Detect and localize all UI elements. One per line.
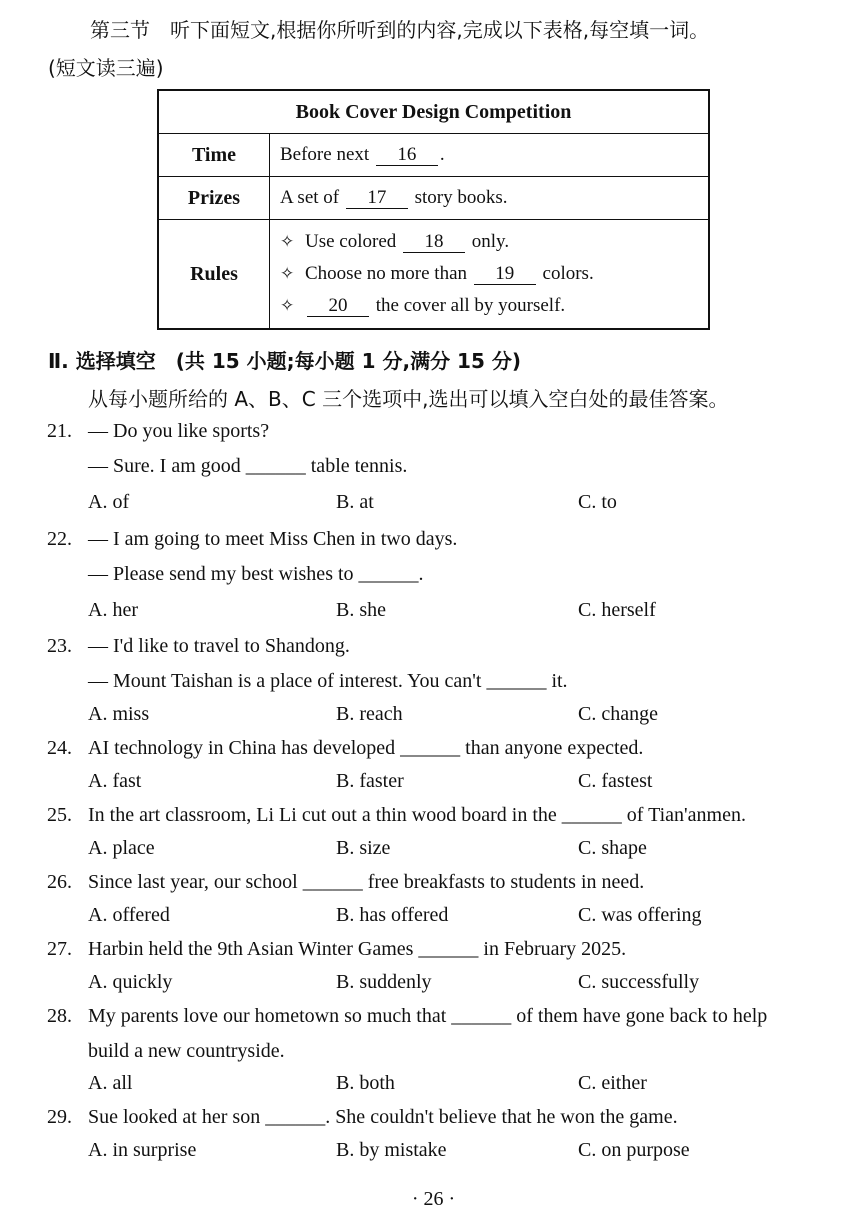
option-c[interactable]: C. successfully bbox=[578, 971, 700, 993]
question-number: 27. bbox=[47, 938, 72, 960]
row-label-time: Time bbox=[158, 134, 270, 177]
part2-title: Ⅱ. 选择填空 (共 15 小题;每小题 1 分,满分 15 分) bbox=[48, 349, 521, 373]
part2-instruction: 从每小题所给的 A、B、C 三个选项中,选出可以填入空白处的最佳答案。 bbox=[88, 387, 729, 411]
option-a[interactable]: A. her bbox=[88, 599, 138, 621]
question-text: Since last year, our school ______ free breakfasts to students in need. bbox=[88, 871, 645, 893]
rule-post: only. bbox=[471, 231, 510, 252]
option-b[interactable]: B. has offered bbox=[336, 904, 449, 926]
option-a[interactable]: A. of bbox=[88, 491, 130, 513]
rule-pre: Use colored bbox=[305, 231, 397, 252]
rule-post: the cover all by yourself. bbox=[375, 295, 566, 316]
option-b[interactable]: B. faster bbox=[336, 770, 404, 792]
row-time-content bbox=[270, 134, 710, 177]
question-number: 28. bbox=[47, 1005, 72, 1027]
question-text: AI technology in China has developed ______ than anyone expected. bbox=[88, 737, 644, 759]
question-number: 29. bbox=[47, 1106, 72, 1128]
option-a[interactable]: A. all bbox=[88, 1072, 133, 1094]
option-b[interactable]: B. size bbox=[336, 837, 391, 859]
rule-post: colors. bbox=[542, 263, 594, 284]
page-number: · 26 · bbox=[411, 1188, 456, 1210]
row-time-pre: Before next bbox=[280, 144, 370, 165]
row-label-rules: Rules bbox=[158, 220, 270, 330]
question-text: — I'd like to travel to Shandong. bbox=[88, 635, 350, 657]
section-title: 第三节 听下面短文,根据你所听到的内容,完成以下表格,每空填一词。 bbox=[90, 18, 710, 42]
row-prizes-post: story books. bbox=[414, 187, 508, 208]
option-a[interactable]: A. offered bbox=[88, 904, 170, 926]
option-b[interactable]: B. both bbox=[336, 1072, 395, 1094]
question-text: — Mount Taishan is a place of interest. You can't ______ it. bbox=[88, 670, 568, 692]
option-c[interactable]: C. either bbox=[578, 1072, 647, 1094]
question-text: build a new countryside. bbox=[88, 1040, 285, 1062]
question-number: 24. bbox=[47, 737, 72, 759]
rule-item bbox=[280, 290, 698, 322]
blank-20[interactable]: 20 bbox=[307, 296, 369, 317]
option-c[interactable]: C. herself bbox=[578, 599, 656, 621]
row-time-post: . bbox=[439, 144, 445, 165]
diamond-icon: ✧ bbox=[280, 264, 295, 284]
blank-17[interactable]: 17 bbox=[346, 188, 408, 209]
question-number: 22. bbox=[47, 528, 72, 550]
option-c[interactable]: C. on purpose bbox=[578, 1139, 690, 1161]
option-c[interactable]: C. shape bbox=[578, 837, 647, 859]
option-b[interactable]: B. at bbox=[336, 491, 374, 513]
diamond-icon: ✧ bbox=[280, 232, 295, 252]
question-text: — Please send my best wishes to ______. bbox=[88, 563, 424, 585]
rules-content bbox=[270, 220, 710, 330]
option-c[interactable]: C. was offering bbox=[578, 904, 702, 926]
option-c[interactable]: C. to bbox=[578, 491, 617, 513]
question-number: 25. bbox=[47, 804, 72, 826]
row-label-prizes: Prizes bbox=[158, 177, 270, 220]
rule-item bbox=[280, 226, 698, 258]
option-a[interactable]: A. in surprise bbox=[88, 1139, 197, 1161]
question-text: My parents love our hometown so much that ______ of them have gone back to help bbox=[88, 1005, 768, 1027]
option-b[interactable]: B. suddenly bbox=[336, 971, 432, 993]
option-b[interactable]: B. by mistake bbox=[336, 1139, 447, 1161]
option-a[interactable]: A. place bbox=[88, 837, 155, 859]
question-number: 23. bbox=[47, 635, 72, 657]
section-note: (短文读三遍) bbox=[48, 56, 164, 80]
table-heading: Book Cover Design Competition bbox=[158, 90, 709, 134]
question-text: Harbin held the 9th Asian Winter Games ______ in February 2025. bbox=[88, 938, 627, 960]
diamond-icon: ✧ bbox=[280, 296, 295, 316]
question-text: — Do you like sports? bbox=[88, 420, 270, 442]
blank-19[interactable]: 19 bbox=[474, 264, 536, 285]
blank-16[interactable]: 16 bbox=[376, 145, 438, 166]
option-c[interactable]: C. fastest bbox=[578, 770, 653, 792]
rule-pre: Choose no more than bbox=[305, 263, 468, 284]
question-number: 26. bbox=[47, 871, 72, 893]
option-c[interactable]: C. change bbox=[578, 703, 658, 725]
row-prizes-content bbox=[270, 177, 710, 220]
competition-table bbox=[157, 89, 710, 330]
question-number: 21. bbox=[47, 420, 72, 442]
question-text: Sue looked at her son ______. She couldn't believe that he won the game. bbox=[88, 1106, 678, 1128]
option-a[interactable]: A. quickly bbox=[88, 971, 173, 993]
blank-18[interactable]: 18 bbox=[403, 232, 465, 253]
option-a[interactable]: A. fast bbox=[88, 770, 142, 792]
option-b[interactable]: B. she bbox=[336, 599, 386, 621]
option-b[interactable]: B. reach bbox=[336, 703, 403, 725]
question-text: — I am going to meet Miss Chen in two days. bbox=[88, 528, 458, 550]
rule-item bbox=[280, 258, 698, 290]
question-text: In the art classroom, Li Li cut out a thin wood board in the ______ of Tian'anmen. bbox=[88, 804, 746, 826]
option-a[interactable]: A. miss bbox=[88, 703, 150, 725]
row-prizes-pre: A set of bbox=[280, 187, 340, 208]
question-text: — Sure. I am good ______ table tennis. bbox=[88, 455, 408, 477]
